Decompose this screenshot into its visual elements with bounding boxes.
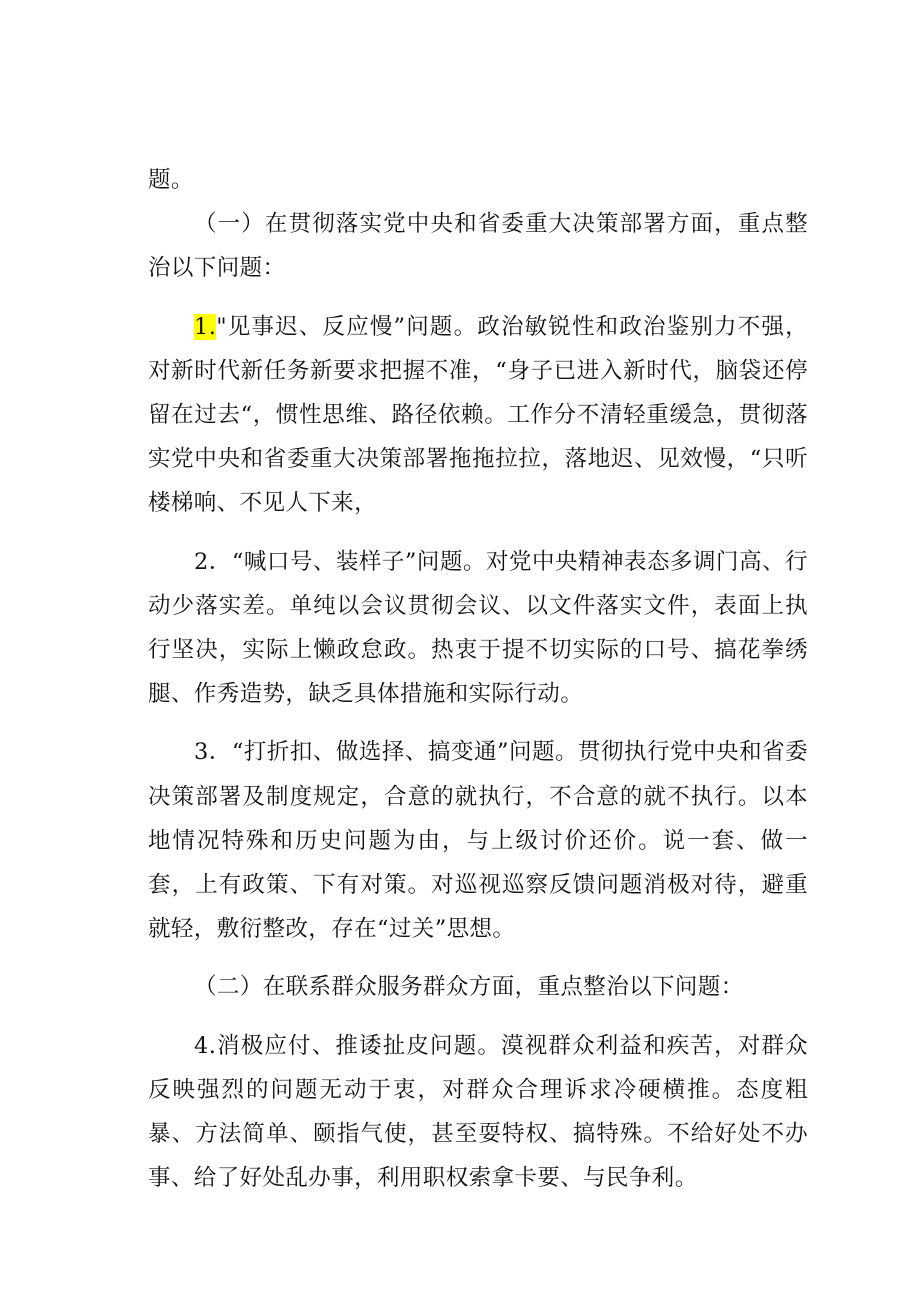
section-heading-1: （一）在贯彻落实党中央和省委重大决策部署方面，重点整治以下问题： [148, 211, 808, 282]
item-1-paragraph [148, 305, 808, 526]
item-4-paragraph: 4.消极应付、推诿扯皮问题。漠视群众利益和疾苦，对群众反映强烈的问题无动于衷，对群众合理诉求冷硬横推。态度粗暴、方法简单、颐指气使，甚至耍特权、搞特殊。不给好处不办事、给了好处乱办事，利用职权索拿卡要、与民争利。 [148, 1032, 808, 1192]
item-3-paragraph: 3．“打折扣、做选择、搞变通”问题。贯彻执行党中央和省委决策部署及制度规定，合意的就执行，不合意的就不执行。以本地情况特殊和历史问题为由，与上级讨价还价。说一套、做一套，上有政策、下有对策。对巡视巡察反馈问题消极对待，避重就轻，敷衍整改，存在“过关”思想。 [148, 739, 808, 943]
continuation-line: 题。 [148, 167, 194, 193]
item-2-paragraph: 2．“喊口号、装样子”问题。对党中央精神表态多调门高、行动少落实差。单纯以会议贯彻会议、以文件落实文件，表面上执行坚决，实际上懒政怠政。热衷于提不切实际的口号、搞花拳绣腿、作秀造势，缺乏具体措施和实际行动。 [148, 548, 808, 708]
section-heading-2: （二）在联系群众服务群众方面，重点整治以下问题： [194, 974, 744, 1001]
document-body [148, 158, 808, 1200]
item-1-text: "见事迟、反应慢”问题。政治敏锐性和政治鉴别力不强，对新时代新任务新要求把握不准，“身子已进入新时代，脑袋还停留在过去“，惯性思维、路径依赖。工作分不清轻重缓急，贯彻落实党中央和省委重大决策部署拖拖拉拉，落地迟、见效慢，“只听楼梯响、不见人下来， [148, 313, 808, 517]
highlighted-item-number: 1. [194, 313, 217, 340]
